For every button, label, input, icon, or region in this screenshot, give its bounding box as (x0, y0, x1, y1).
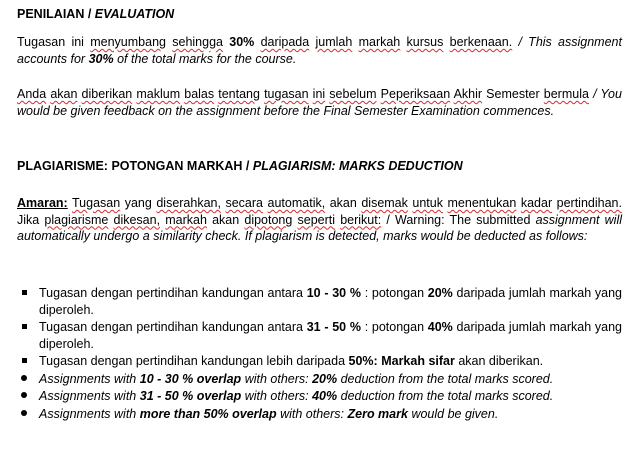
square-bullet-icon (17, 353, 31, 370)
overlap-threshold: 50%: (348, 354, 378, 368)
word: menentukan (447, 196, 517, 210)
overlap-threshold: more than 50% overlap (139, 406, 277, 421)
deduction-percentage: 20% (312, 371, 338, 386)
item-text: akan diberikan. (458, 354, 544, 368)
word: sebelum (329, 87, 377, 101)
word: sehingga (172, 35, 223, 49)
list-item (17, 388, 622, 405)
word: yang (124, 196, 152, 210)
overlap-range: 31 - 50 % (306, 320, 361, 334)
list-item (17, 406, 622, 423)
item-text: Assignments with (39, 371, 137, 386)
word: berikut: (340, 212, 382, 227)
word: Semester (486, 87, 540, 101)
word: daripada (260, 35, 310, 49)
word: Jika (17, 212, 40, 227)
word: ini (71, 35, 84, 49)
item-text: would be given. (411, 406, 499, 421)
overlap-text: % overlap (182, 389, 242, 403)
item-text: Tugasan dengan pertindihan kandungan antara (39, 320, 303, 334)
word: ini (312, 87, 326, 101)
word: Akhir (453, 87, 483, 101)
square-bullet-icon (17, 285, 31, 302)
item-text: : potongan (364, 320, 425, 334)
overlap-range: 31 - 50 (139, 389, 179, 403)
word: disemak (361, 196, 408, 210)
item-text: with others: (244, 389, 309, 403)
plagiarism-heading (17, 158, 622, 175)
plagiarism-heading-en: PLAGIARISM: MARKS DEDUCTION (252, 159, 463, 173)
percentage: 30% (88, 51, 114, 66)
list-item (17, 371, 622, 388)
english-text: / You would be given feedback on the assignment before the Final Semester Examination commences. (17, 87, 622, 118)
word: bermula (543, 87, 589, 101)
word: Tugasan (17, 35, 66, 49)
word: Peperiksaan (380, 87, 451, 101)
word: plagiarisme (44, 212, 109, 227)
word: tentang (218, 87, 260, 101)
evaluation-heading (17, 6, 622, 23)
word: secara (225, 196, 264, 210)
percentage: 30% (229, 35, 255, 49)
zero-mark-text: Zero mark (347, 406, 408, 421)
word: markah (358, 35, 401, 49)
word: Tugasan (72, 196, 121, 210)
list-item (17, 319, 622, 352)
english-text: / This assignment accounts for (17, 35, 622, 66)
item-text: Assignments with (39, 406, 137, 421)
english-text: assignment will automatically undergo a similarity check. If plagiarism is detected, marks would be deducted as follows: (17, 212, 623, 243)
zero-mark-text: Markah sifar (381, 354, 455, 368)
word: menyumbang (90, 35, 166, 49)
word: markah (165, 212, 207, 227)
word: balas (184, 87, 215, 101)
evaluation-paragraph-2 (17, 86, 622, 119)
item-text: deduction from the total marks scored. (340, 371, 554, 386)
deduction-percentage: 40% (427, 320, 453, 334)
round-bullet-icon (17, 406, 31, 423)
item-text: deduction from the total marks scored. (340, 389, 554, 403)
word: diserahkan, (156, 196, 221, 210)
english-text: / Warning: The submitted (386, 212, 531, 227)
word: maklum (136, 87, 181, 101)
item-text: daripada jumlah markah yang diperoleh. (39, 286, 622, 317)
round-bullet-icon (17, 371, 31, 388)
warning-label: Amaran: (17, 196, 68, 210)
evaluation-heading-ms: PENILAIAN / (17, 7, 92, 21)
word: automatik, (267, 196, 326, 210)
word: akan (329, 196, 357, 210)
plagiarism-heading-ms: PLAGIARISME: POTONGAN MARKAH / (17, 159, 250, 173)
word: akan (212, 212, 240, 227)
word: dipotong (244, 212, 293, 227)
word: seperti (297, 212, 336, 227)
deduction-percentage: 20% (427, 286, 453, 300)
item-text: : potongan (364, 286, 425, 300)
word: kursus (406, 35, 444, 49)
item-text: Assignments with (39, 389, 137, 403)
overlap-range: 10 - 30 % overlap (139, 371, 242, 386)
deduction-percentage: 40% (312, 389, 338, 403)
word: berkenaan. (449, 35, 513, 49)
item-text: with others: (244, 371, 309, 386)
item-text: Tugasan dengan pertindihan kandungan antara (39, 286, 303, 300)
warning-paragraph (17, 195, 622, 245)
english-text: of the total marks for the course. (117, 51, 297, 66)
word: Anda (17, 87, 47, 101)
round-bullet-icon (17, 388, 31, 405)
item-text: with others: (280, 406, 345, 421)
deduction-list (17, 285, 622, 423)
word: untuk (412, 196, 443, 210)
list-item (17, 285, 622, 318)
item-text: Tugasan dengan pertindihan kandungan lebih daripada (39, 354, 346, 368)
evaluation-heading-en: EVALUATION (94, 7, 175, 21)
word: tugasan (264, 87, 309, 101)
overlap-range: 10 - 30 % (306, 286, 361, 300)
item-text: daripada jumlah markah yang diperoleh. (39, 320, 622, 351)
word: kadar (520, 196, 553, 210)
word: pertindihan. (556, 196, 622, 210)
word: diberikan (81, 87, 133, 101)
evaluation-paragraph-1 (17, 34, 622, 67)
square-bullet-icon (17, 319, 31, 336)
word: jumlah (315, 35, 353, 49)
word: akan (50, 87, 78, 101)
list-item (17, 353, 622, 370)
word: dikesan, (113, 212, 161, 227)
